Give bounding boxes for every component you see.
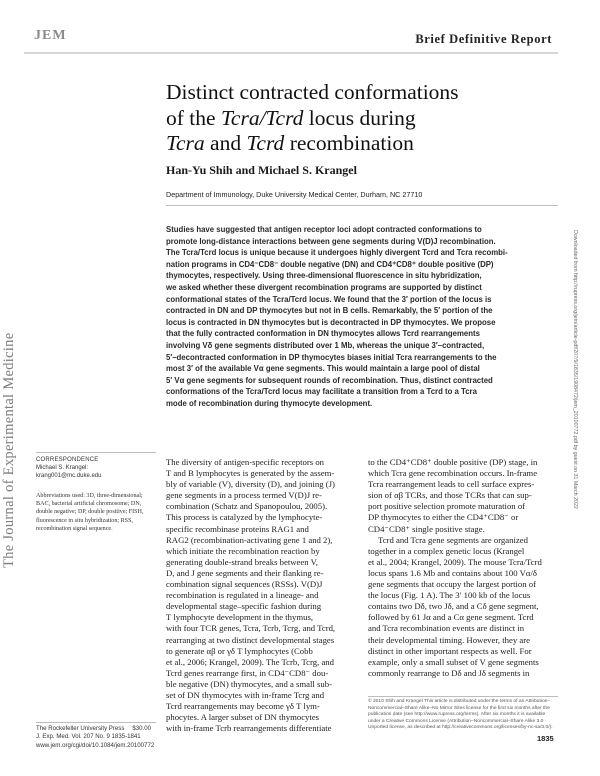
abstract-line: nation programs in CD4⁻CD8⁻ double negative (DN) and CD4⁺CD8⁺ double positive (DP) — [166, 259, 494, 269]
journal-side-label-text: The Journal of Experimental Medicine — [1, 332, 17, 568]
footer — [36, 725, 226, 750]
correspondence-label: CORRESPONDENCE — [36, 457, 99, 463]
title-line-1: Distinct contracted conformations — [166, 80, 459, 104]
body-line: recombination is regulated in a lineage- and — [166, 590, 319, 601]
body-line: This process is catalyzed by the lymphocyte- — [166, 512, 323, 523]
journal-logo: JEM — [34, 28, 67, 43]
license-divider — [368, 696, 558, 697]
journal-side-label — [1, 332, 23, 585]
body-line: bly of variable (V), diversity (D), and joining (J) — [166, 479, 335, 490]
download-note — [572, 230, 600, 509]
body-line: The diversity of antigen-specific receptors on — [166, 457, 325, 467]
header-divider — [24, 52, 558, 54]
footer-citation: J. Exp. Med. Vol. 207 No. 9 1835-1841 — [36, 733, 141, 741]
footer-publisher-line — [36, 725, 226, 733]
abstract-line: locus is contracted in DN thymocytes but is decontracted in DP thymocytes. We propose — [166, 317, 496, 327]
affiliation-divider — [166, 205, 558, 206]
footer-publisher: The Rockefeller University Press — [36, 725, 125, 732]
page-number: 1835 — [537, 734, 554, 743]
body-line: followed by 61 Jα and a Cα gene segment. Tcrd — [368, 612, 534, 623]
body-line: and Tcra recombination events are distinct in — [368, 623, 525, 634]
abstract-line: 5′–decontracted conformation in DP thymocytes biases initial Tcra rearrangements to the — [166, 352, 497, 362]
body-line: sion of αβ TCRs, and those TCRs that can sup- — [368, 490, 532, 501]
body-line: generating double-strand breaks between V, — [166, 556, 318, 567]
affiliation: Department of Immunology, Duke University Medical Center, Durham, NC 27710 — [166, 190, 423, 199]
abstract-line: mode of recombination during thymocyte development. — [166, 398, 373, 408]
abstract-line: The Tcra/Tcrd locus is unique because it undergoes highly divergent Tcrd and Tcra recombi- — [166, 248, 508, 258]
body-line: et al., 2006; Krangel, 2009). The Tcrb, Tcrg, and — [166, 656, 334, 667]
body-line: T and B lymphocytes is generated by the assem- — [166, 468, 335, 479]
abstract-line: we asked whether these divergent recombination programs are supported by distinct — [166, 282, 482, 292]
license-text: © 2010 Shih and Krangel This article is distributed under the terms of an Attribution–Noncommercial–Share Alike–No Mirror Sites license for the first six months after the publication date (see http://www.rupress.org/terms). After six months it is available under a Creative Commons License (Attribution–Noncommercial–Share Alike 3.0 Unported license, as described at http://creativecommons.org/licenses/by-nc-sa/3.0/). — [368, 699, 553, 731]
abstract-line: involving Vδ gene segments distributed over 1 Mb, whereas the unique 3′–contracted, — [166, 340, 485, 350]
abstract-line: conformational states of the Tcra/Tcrd locus. We found that the 3′ portion of the locus is — [166, 294, 492, 304]
abstract — [166, 224, 556, 410]
abstract-line: thymocytes, respectively. Using three-dimensional fluorescence in situ hybridization, — [166, 271, 482, 281]
abstract-line: 5′ Vα gene segments for subsequent rounds of recombination. Thus, distinct contracted — [166, 375, 493, 385]
body-line: example, only a small subset of V gene segments — [368, 656, 539, 667]
body-line: D, and J gene segments and their flanking re- — [166, 567, 324, 578]
body-line: which initiate the recombination reaction by — [166, 545, 320, 556]
body-line: set of DN thymocytes with in-frame Tcrg and — [166, 689, 325, 700]
body-line: with four TCR genes, Tcra, Tcrb, Tcrg, and Tcrd, — [166, 623, 336, 634]
body-line: rearranging at two distinct developmental stages — [166, 634, 335, 645]
body-line: commonly rearrange to Dδ and Jδ segments in — [368, 667, 530, 678]
body-line: which Tcra gene recombination occurs. In-frame — [368, 468, 538, 479]
abbreviations: Abbreviations used: 3D, three-dimensional; BAC, bacterial artificial chromosome; DN, double negative; DP, double positive; FISH, fluorescence in situ hybridization; RSS, recombination signal sequence. — [36, 493, 144, 532]
body-line: their developmental timing. However, they are — [368, 634, 531, 645]
correspondence-divider — [36, 452, 156, 453]
footer-price: $30.00 — [132, 725, 152, 732]
body-line: distinct in other important respects as well. For — [368, 645, 532, 656]
title-line-3: Tcra and Tcrd recombination — [166, 131, 414, 155]
body-column-2 — [368, 457, 558, 679]
title-line-2: of the Tcra/Tcrd locus during — [166, 105, 416, 130]
body-line: ble negative (DN) thymocytes, and a small sub- — [166, 678, 332, 689]
body-line: CD4⁻CD8⁺ single positive stage. — [368, 523, 485, 534]
article-title — [166, 80, 506, 157]
body-line: phocytes. A larger subset of DN thymocytes — [166, 712, 320, 723]
body-line: together in a complex genetic locus (Krangel — [368, 545, 525, 556]
abstract-line: Studies have suggested that antigen receptor loci adopt contracted conformations to — [166, 225, 482, 234]
body-line: RAG2 (recombination-activating gene 1 and 2), — [166, 534, 333, 545]
body-line: DP thymocytes to either the CD4⁺CD8⁻ or — [368, 512, 519, 523]
correspondence-name: Michael S. Krangel: — [36, 465, 89, 472]
body-line: to the CD4⁺CD8⁺ double positive (DP) stage, in — [368, 457, 538, 467]
abstract-line: conformations of the Tcra/Tcrd locus may facilitate a transition from a Tcrd to a Tcra — [166, 387, 477, 397]
abstract-line: that the fully contracted conformation in DN thymocytes allows Tcrd rearrangements — [166, 329, 480, 339]
section-label: Brief Definitive Report — [415, 32, 552, 46]
body-line: Tcrd rearrangements may become γδ T lym- — [166, 701, 320, 712]
body-line: et al., 2004; Krangel, 2009). The mouse Tcra/Tcrd — [368, 556, 542, 567]
footer-divider — [36, 722, 156, 723]
body-line: gene segments in a process termed V(D)J re- — [166, 490, 322, 501]
footer-url[interactable]: www.jem.org/cgi/doi/10.1084/jem.20100772 — [36, 741, 155, 749]
body-line: to generate αβ or γδ T lymphocytes (Cobb — [166, 645, 313, 656]
abstract-line: promote long-distance interactions between gene segments during V(D)J recombination. — [166, 236, 496, 246]
authors: Han-Yu Shih and Michael S. Krangel — [166, 163, 357, 177]
body-column-1 — [166, 457, 356, 734]
body-line: gene segments that occupy the largest portion of — [368, 579, 536, 590]
body-line: Tcra rearrangement leads to cell surface expres- — [368, 479, 535, 490]
body-line: combination signal sequences (RSSs). V(D)J — [166, 579, 323, 590]
download-note-text: Downloaded from http://rupress.org/jem/article-pdf/207/9/1835/1908472/jem_20100772.pdf by guest on 31 March 2022 — [572, 230, 578, 509]
correspondence-email[interactable]: krang001@mc.duke.edu — [36, 473, 102, 480]
body-line: specific recombinase proteins RAG1 and — [166, 523, 309, 534]
body-line: with in-frame Tcrb rearrangements differentiate — [166, 723, 332, 734]
body-line: Tcrd and Tcra gene segments are organized — [378, 534, 528, 545]
body-line: Tcrd genes rearrange first, in CD4⁻CD8⁻ dou- — [166, 667, 329, 678]
body-line: developmental stage–specific fashion during — [166, 601, 322, 612]
body-line: locus spans 1.6 Mb and contains about 100 Vα/δ — [368, 567, 537, 578]
body-line: port positive selection promote maturation of — [368, 501, 526, 512]
body-line: T lymphocyte development in the thymus, — [166, 612, 314, 623]
abstract-line: most 3′ of the available Vα gene segments. This would maintain a large pool of distal — [166, 364, 480, 374]
body-line: combination (Schatz and Spanopoulou, 2005). — [166, 501, 328, 512]
correspondence — [36, 456, 154, 481]
abstract-line: contracted in DN and DP thymocytes but not in B cells. Remarkably, the 5′ portion of the — [166, 306, 493, 316]
body-line: the locus (Fig. 1 A). The 3′ 100 kb of the locus — [368, 590, 531, 601]
body-line: contains two Dδ, two Jδ, and a Cδ gene segment, — [368, 601, 539, 612]
